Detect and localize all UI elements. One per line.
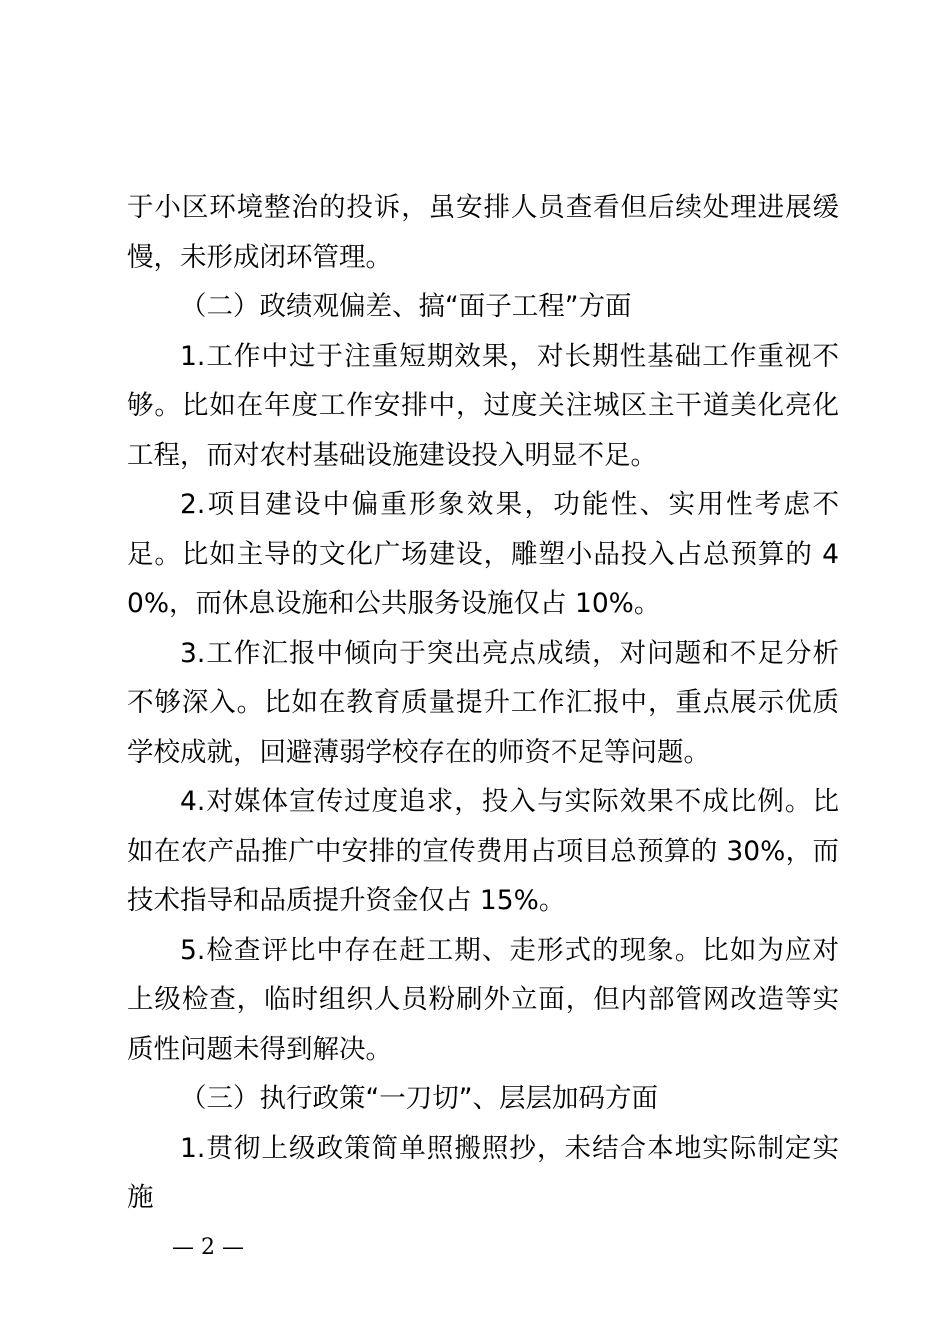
- list-item-2: 2.项目建设中偏重形象效果，功能性、实用性考虑不足。比如主导的文化广场建设，雕塑小品投入占总预算的 40%，而休息设施和公共服务设施仅占 10%。: [127, 489, 839, 619]
- list-item-3: 3.工作汇报中倾向于突出亮点成绩，对问题和不足分析不够深入。比如在教育质量提升工作汇报中，重点展示优质学校成就，回避薄弱学校存在的师资不足等问题。: [127, 637, 839, 768]
- list-item-4: 4.对媒体宣传过度追求，投入与实际效果不成比例。比如在农产品推广中安排的宣传费用占项目总预算的 30%，而技术指导和品质提升资金仅占 15%。: [127, 786, 839, 916]
- list-item-1: 1.工作中过于注重短期效果，对长期性基础工作重视不够。比如在年度工作安排中，过度关注城区主干道美化亮化工程，而对农村基础设施建设投入明显不足。: [127, 340, 839, 471]
- list-item-5: 5.检查评比中存在赶工期、走形式的现象。比如为应对上级检查，临时组织人员粉刷外立面，但内部管网改造等实质性问题未得到解决。: [127, 934, 839, 1065]
- document-body: [127, 183, 839, 1223]
- page-number: — 2 —: [172, 1235, 244, 1260]
- section-heading-2: （二）政绩观偏差、搞“面子工程”方面: [180, 291, 632, 322]
- list-item-1-section-3: 1.贯彻上级政策简单照搬照抄，未结合本地实际制定实施: [127, 1132, 839, 1213]
- section-heading-3: （三）执行政策“一刀切”、层层加码方面: [180, 1083, 658, 1114]
- paragraph-continuation: 于小区环境整治的投诉，虽安排人员查看但后续处理进展缓慢，未形成闭环管理。: [127, 192, 839, 273]
